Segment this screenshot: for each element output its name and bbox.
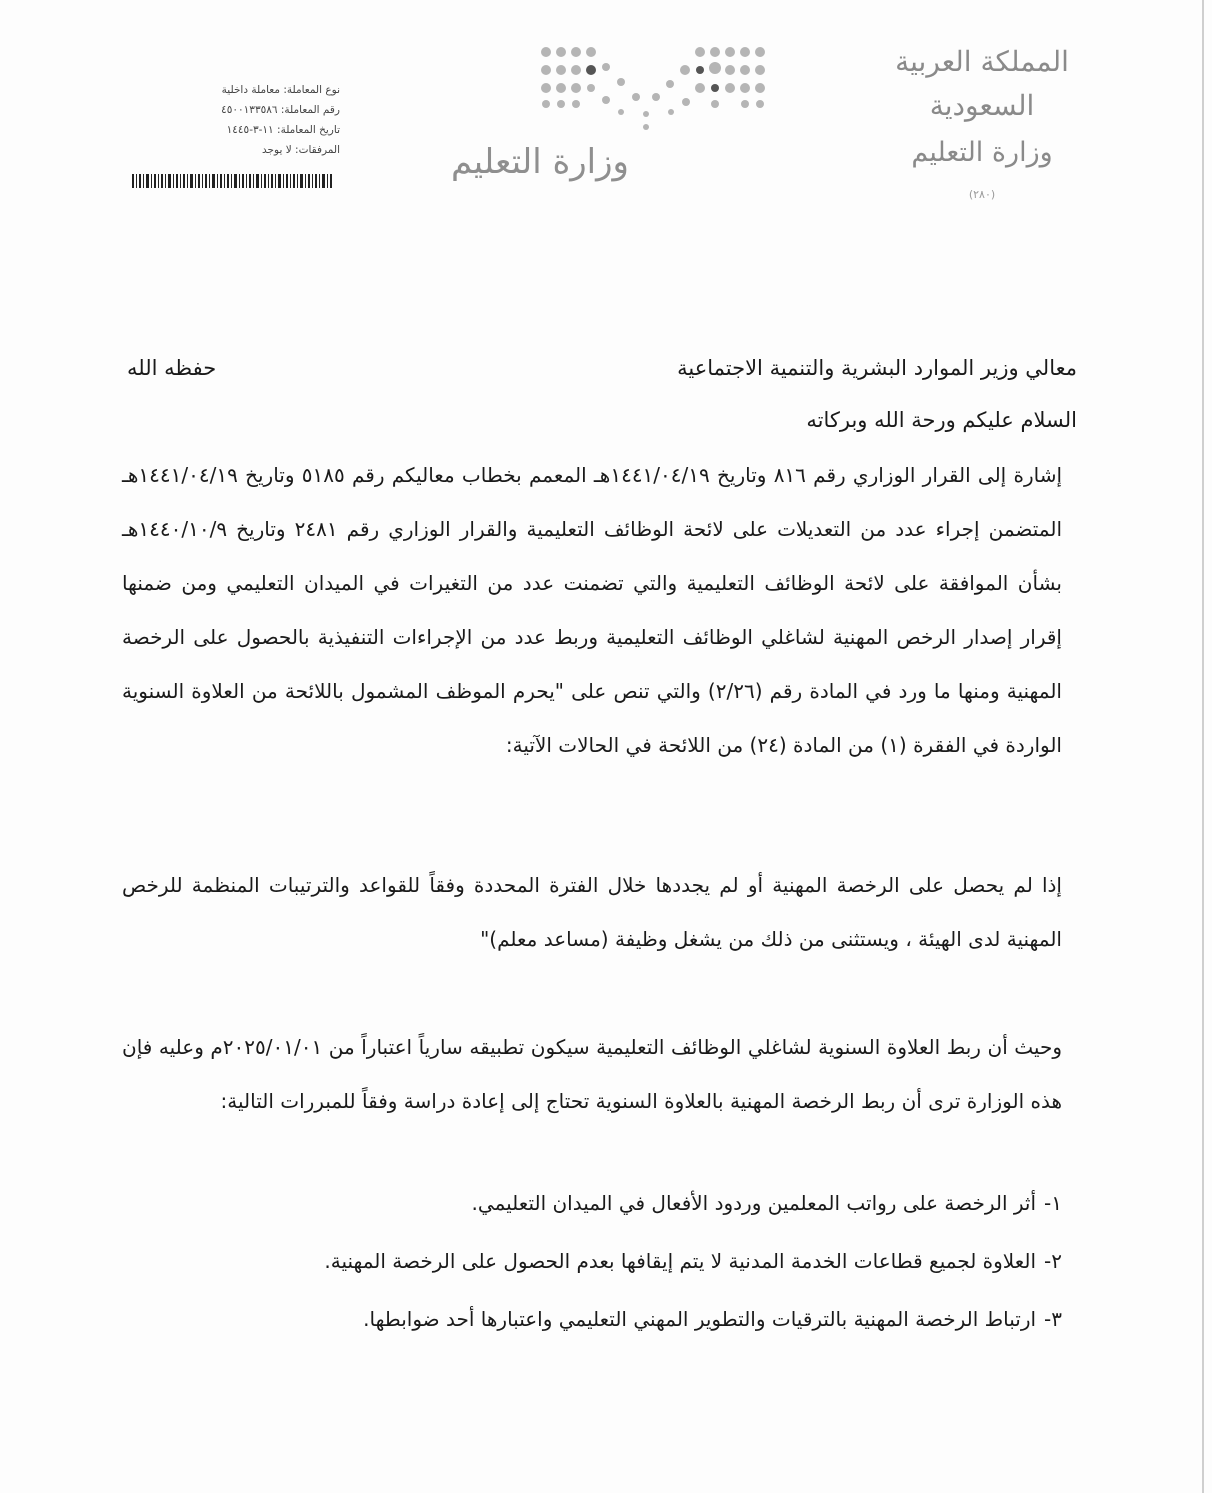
page-edge [1202, 0, 1204, 1493]
list-item [122, 1176, 1062, 1230]
transaction-attachments: المرفقات: لا يوجد [262, 144, 340, 156]
ministry-name: وزارة التعليم [911, 137, 1053, 168]
paragraph-quote [122, 858, 1062, 966]
paragraph-text: إشارة إلى القرار الوزاري رقم ٨١٦ وتاريخ ١٤٤١/٠٤/١٩هـ المعمم بخطاب معاليكم رقم ٥١٨٥ وتاريخ ١٤٤١/٠٤/١٩هـ المتضمن إجراء عدد من التعديلات على لائحة الوظائف التعليمية والقرار الوزاري رقم ٢٤٨١ وتاريخ ١٤٤٠/١٠/٩هـ بشأن الموافقة على لائحة الوظائف التعليمية والتي تضمنت عدد من التغيرات في الميدان التعليمي ومن ضمنها إقرار إصدار الرخص المهنية لشاغلي الوظائف التعليمية وربط عدد من الإجراءات التنفيذية بالحصول على الرخصة المهنية ومنها ما ورد في المادة رقم (٢/٢٦) والتي تنص على "يحرم الموظف المشمول باللائحة من العلاوة السنوية الواردة في الفقرة (١) من المادة (٢٤) من اللائحة في الحالات الآتية: [122, 463, 1063, 757]
justifications-list [122, 1176, 1062, 1350]
transaction-type: نوع المعاملة: معاملة داخلية [221, 84, 340, 96]
list-item-number: ١- [1044, 1191, 1062, 1215]
transaction-metadata [150, 80, 340, 160]
logo-wordmark: وزارة التعليم [451, 142, 629, 182]
header-code: (٢٨٠) [968, 188, 996, 201]
greeting: السلام عليكم ورحة الله وبركاته [806, 408, 1077, 432]
transaction-number: رقم المعاملة: ٤٥٠٠١٣٣٥٨٦ [221, 104, 340, 116]
country-name: المملكة العربية السعودية [895, 45, 1069, 122]
list-item [122, 1292, 1062, 1346]
list-item-number: ٢- [1044, 1249, 1062, 1273]
paragraph-text: وحيث أن ربط العلاوة السنوية لشاغلي الوظائف التعليمية سيكون تطبيقه سارياً اعتباراً من ٢٠٢٥/٠١/٠١م وعليه فإن هذه الوزارة ترى أن ربط الرخصة المهنية بالعلاوة السنوية تحتاج إلى إعادة دراسة وفقاً للمبررات التالية: [122, 1035, 1062, 1113]
logo-dots-icon [541, 47, 765, 130]
addressee: معالي وزير الموارد البشرية والتنمية الاجتماعية [677, 356, 1077, 380]
paragraph-text: إذا لم يحصل على الرخصة المهنية أو لم يجددها خلال الفترة المحددة وفقاً للقواعد والترتيبات المنظمة للرخص المهنية لدى الهيئة ، ويستثنى من ذلك من يشغل وظيفة (مساعد معلم)" [122, 873, 1062, 951]
ministry-logo [420, 42, 780, 222]
list-item-text: العلاوة لجميع قطاعات الخدمة المدنية لا يتم إيقافها بعدم الحصول على الرخصة المهنية. [324, 1249, 1037, 1273]
government-header [852, 40, 1112, 201]
list-item [122, 1234, 1062, 1288]
paragraph-reference [122, 448, 1062, 772]
barcode-icon [132, 174, 332, 188]
list-item-number: ٣- [1044, 1307, 1062, 1331]
transaction-date: تاريخ المعاملة: ١١-٣-١٤٤٥ [226, 124, 340, 136]
honorific: حفظه الله [127, 356, 217, 380]
list-item-text: ارتباط الرخصة المهنية بالترقيات والتطوير المهني التعليمي واعتبارها أحد ضوابطها. [363, 1307, 1037, 1331]
paragraph-justification [122, 1020, 1062, 1128]
addressee-line [127, 348, 1077, 388]
list-item-text: أثر الرخصة على رواتب المعلمين وردود الأفعال في الميدان التعليمي. [471, 1191, 1037, 1215]
